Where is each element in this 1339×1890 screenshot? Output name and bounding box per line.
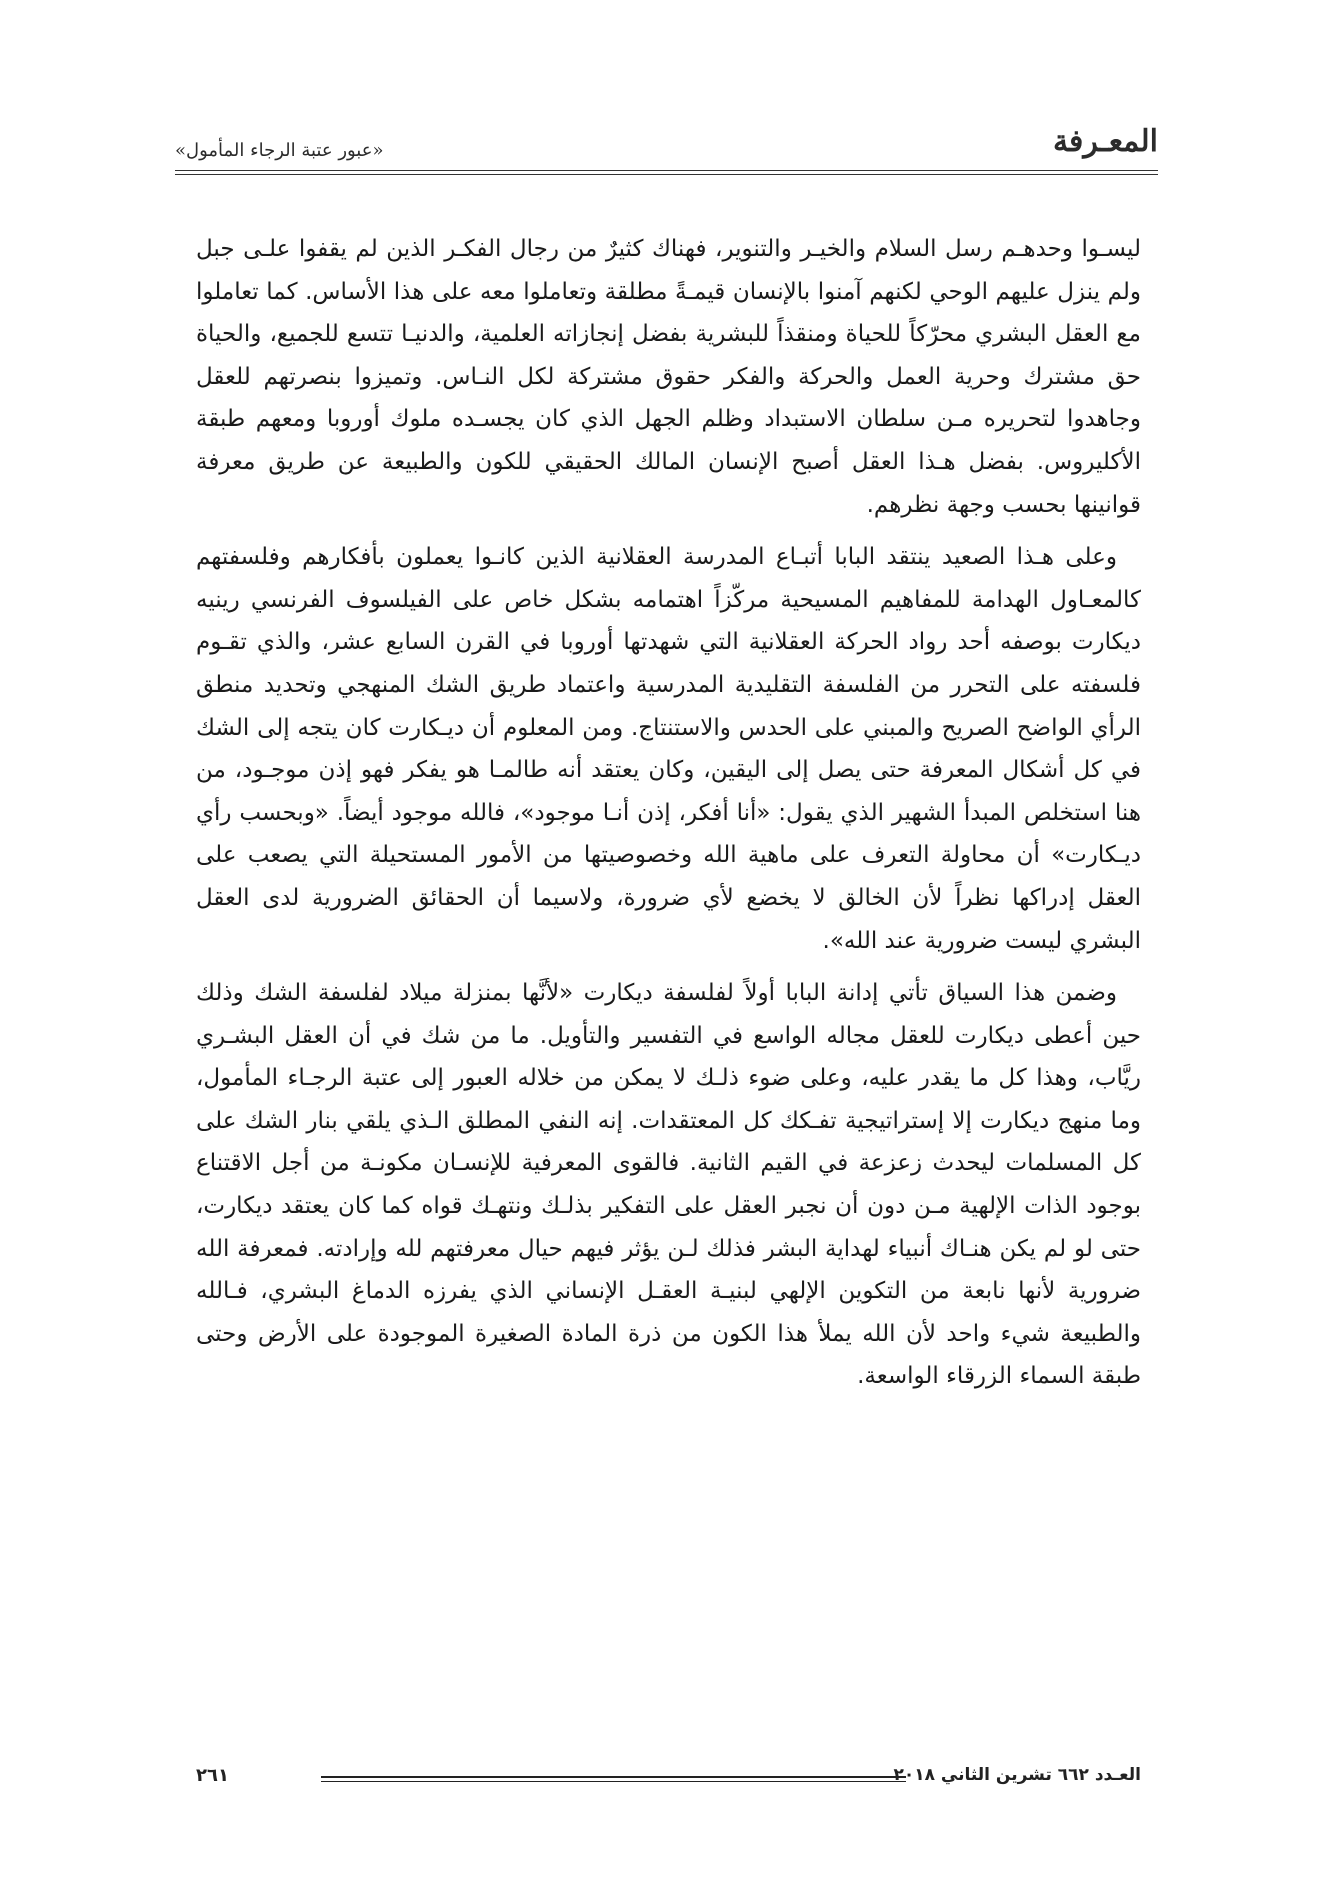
paragraph: وعلى هـذا الصعيد ينتقد البابا أتبـاع المدرسة العقلانية الذين كانـوا يعملون بأفكارهم وفلسفتهم كالمعـاول الهدامة للمفاهيم المسيحية مركّزاً اهتمامه بشكل خاص على الفيلسوف الفرنسي رينيه ديكارت بوصفه أحد رواد الحركة العقلانية التي شهدتها أوروبا في القرن السابع عشر، والذي تقـوم فلسفته على التحرر من الفلسفة التقليدية المدرسية واعتماد طريق الشك المنهجي وتحديد منطق الرأي الواضح الصريح والمبني على الحدس والاستنتاج. ومن المعلوم أن ديـكارت كان يتجه إلى الشك في كل أشكال المعرفة حتى يصل إلى اليقين، وكان يعتقد أنه طالمـا هو يفكر فهو إذن موجـود، من هنا استخلص المبدأ الشهير الذي يقول: «أنا أفكر، إذن أنـا موجود»، فالله موجود أيضاً. «وبحسب رأي ديـكارت» أن محاولة التعرف على ماهية الله وخصوصيتها من الأمور المستحيلة التي يصعب على العقل إدراكها نظراً لأن الخالق لا يخضع لأي ضرورة، ولاسيما أن الحقائق الضرورية لدى العقل البشري ليست ضرورية عند الله». <box>196 544 1141 954</box>
footer-divider-thin <box>321 1781 906 1782</box>
issue-label: العـدد ٦٦٢ تشرين الثاني ٢٠١٨ <box>893 1765 1141 1785</box>
paragraph: ليسـوا وحدهـم رسل السلام والخيـر والتنوير، فهناك كثيرٌ من رجال الفكـر الذين لم يقفوا علـى جبل ولم ينزل عليهم الوحي لكنهم آمنوا بالإنسان قيمـةً مطلقة وتعاملوا معه على هذا الأساس. كما تعاملوا مع العقل البشري محرّكاً للحياة ومنقذاً للبشرية بفضل إنجازاته العلمية، والدنيـا تتسع للجميع، والحياة حق مشترك وحرية العمل والحركة والفكر حقوق مشتركة لكل النـاس. وتميزوا بنصرتهم للعقل وجاهدوا لتحريره مـن سلطان الاستبداد وظلم الجهل الذي كان يجسـده ملوك أوروبا ومعهم طبقة الأكليروس. بفضل هـذا العقل أصبح الإنسان المالك الحقيقي للكون والطبيعة عن طريق معرفة قوانينها بحسب وجهة نظرهم. <box>196 236 1141 518</box>
footer-divider <box>321 1776 906 1778</box>
article-body <box>196 228 1141 1408</box>
paragraph: وضمن هذا السياق تأتي إدانة البابا أولاً لفلسفة ديكارت «لأنَّها بمنزلة ميلاد لفلسفة الشك وذلك حين أعطى ديكارت للعقل مجاله الواسع في التفسير والتأويل. ما من شك في أن العقل البشـري ريَّاب، وهذا كل ما يقدر عليه، وعلى ضوء ذلـك لا يمكن من خلاله العبور إلى عتبة الرجـاء المأمول، وما منهج ديكارت إلا إستراتيجية تفـكك كل المعتقدات. إنه النفي المطلق الـذي يلقي بنار الشك على كل المسلمات ليحدث زعزعة في القيم الثانية. فالقوى المعرفية للإنسـان مكونـة من أجل الاقتناع بوجود الذات الإلهية مـن دون أن نجبر العقل على التفكير بذلـك ونتهـك قواه كما كان يعتقد ديكارت، حتى لو لم يكن هنـاك أنبياء لهداية البشر فذلك لـن يؤثر فيهم حيال معرفتهم لله وإرادته. فمعرفة الله ضرورية لأنها نابعة من التكوين الإلهي لبنيـة العقـل الإنساني الذي يفرزه الدماغ البشري، فـالله والطبيعة شيء واحد لأن الله يملأ هذا الكون من ذرة المادة الصغيرة الموجودة على الأرض وحتى طبقة السماء الزرقاء الواسعة. <box>196 980 1141 1390</box>
page-footer <box>196 1765 1141 1795</box>
page-header <box>175 118 1158 178</box>
journal-logo: المعـرفة <box>1052 124 1158 159</box>
header-divider-thin <box>175 174 1158 175</box>
page-number: ٢٦١ <box>196 1765 229 1786</box>
header-divider <box>175 170 1158 171</box>
running-title: «عبور عتبة الرجاء المأمول» <box>175 140 384 161</box>
